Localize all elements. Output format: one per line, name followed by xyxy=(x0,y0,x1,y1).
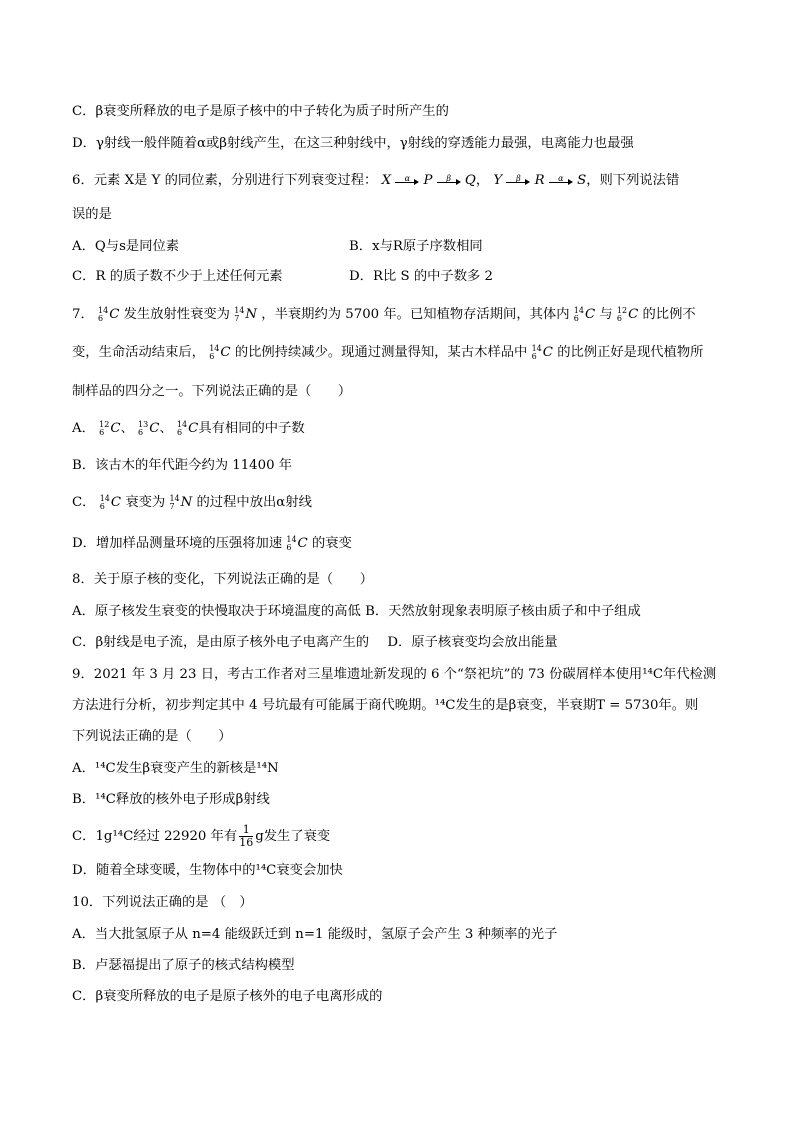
chain1-q: Q xyxy=(464,173,476,188)
q9-line2: 方法进行分析，初步判定其中 4 号坑最有可能属于商代晚期。¹⁴C发生的是β衰变，半衰期T = 5730年。则 xyxy=(72,698,699,713)
q7-option-d: D．增加样品测量环境的压强将加速 14 6 C 的衰变 xyxy=(72,534,352,552)
nuclide-c12: 12 6 xyxy=(616,305,628,323)
q6-stem-cont: 误的是 xyxy=(72,207,112,222)
q10-stem: 10．下列说法正确的是 （ ） xyxy=(72,895,253,910)
q8-option-d: D．原子核衰变均会放出能量 xyxy=(387,635,558,650)
chain1-p: P xyxy=(423,173,433,188)
q5-option-d: D．γ射线一般伴随着α或β射线产生，在这三种射线中，γ射线的穿透能力最强，电离能力也最强 xyxy=(72,136,634,151)
q7-option-b: B．该古木的年代距今约为 11400 年 xyxy=(72,458,293,473)
chain2-r: R xyxy=(534,173,545,188)
nuclide-c14: 14 6 xyxy=(98,305,109,323)
decay-arrow: α xyxy=(549,176,573,186)
q7-line3: 制样品的四分之一。下列说法正确的是（ ） xyxy=(72,384,352,399)
q6-option-c: C．R 的质子数不少于上述任何元素 xyxy=(72,269,283,284)
q10-option-b: B．卢瑟福提出了原子的核式结构模型 xyxy=(72,958,295,973)
decay-arrow: α xyxy=(395,176,419,186)
chain1-x: X xyxy=(381,173,392,188)
q8-stem: 8．关于原子核的变化，下列说法正确的是（ ） xyxy=(72,572,373,587)
q6-options-cd xyxy=(72,268,722,286)
q6-stem: 6．元素 X是 Y 的同位素，分别进行下列衰变过程： X α P β Q， Y β R α S，则下列说法错 xyxy=(72,173,680,188)
nuclide-c13: 13 6 xyxy=(138,419,149,437)
decay-arrow: β xyxy=(437,176,461,186)
nuclide-c14: 14 6 xyxy=(99,493,110,511)
chain2-y: Y xyxy=(493,173,503,188)
q7-line2: 变，生命活动结束后， 14 6 C 的比例持续减少。现通过测量得知，某古木样品中 14 6 C 的比例正好是现代植物所 xyxy=(72,343,704,361)
q10-option-a: A．当大批氢原子从 n=4 能级跃迁到 n=1 能级时，氢原子会产生 3 种频率的光子 xyxy=(72,927,558,942)
q7-line1: 7． 14 6 C 发生放射性衰变为 14 7 N ，半衰期约为 5700 年。已知植物存活期间，其体内 14 6 C 与 12 6 C 的比例不 xyxy=(72,305,696,323)
q9-line3: 下列说法正确的是（ ） xyxy=(72,729,232,744)
chain2-s: S xyxy=(577,173,587,188)
q8-options-ab: A．原子核发生衰变的快慢取决于环境温度的高低 B．天然放射现象表明原子核由质子和中子组成 xyxy=(72,604,641,619)
q9-option-a: A．¹⁴C发生β衰变产生的新核是¹⁴N xyxy=(72,761,279,776)
q5-option-c: C．β衰变所释放的电子是原子核中的中子转化为质子时所产生的 xyxy=(72,104,449,119)
q8-options-cd xyxy=(72,634,558,652)
q9-line1: 9．2021 年 3 月 23 日，考古工作者对三星堆遗址新发现的 6 个“祭祀坑”的 73 份碳屑样本使用¹⁴C年代检测 xyxy=(72,667,717,682)
q8-option-c: C．β射线是电子流，是由原子核外电子电离产生的 xyxy=(72,635,370,650)
q6-option-b: B．x与R原子序数相同 xyxy=(349,239,483,254)
q7-option-c: C． 14 6 C 衰变为 14 7 N 的过程中放出α射线 xyxy=(72,493,312,511)
q9-option-b: B．¹⁴C释放的核外电子形成β射线 xyxy=(72,792,270,807)
nuclide-c14: 14 6 xyxy=(176,419,188,437)
q6-option-a: A．Q与s是同位素 xyxy=(72,239,180,254)
nuclide-n14: 14 7 xyxy=(169,493,180,511)
q7-option-a: A． 12 6 C、 13 6 C、 14 6 C具有相同的中子数 xyxy=(72,419,305,437)
nuclide-c14: 14 6 xyxy=(286,534,297,552)
fraction: $\frac{1}{16}$ xyxy=(239,823,254,849)
nuclide-c12: 12 6 xyxy=(99,419,110,437)
decay-arrow: β xyxy=(506,176,530,186)
nuclide-c14: 14 6 xyxy=(209,343,220,361)
nuclide-c14: 14 6 xyxy=(573,305,584,323)
q9-option-d: D．随着全球变暖，生物体中的¹⁴C衰变会加快 xyxy=(72,863,343,878)
q6-options-ab xyxy=(72,238,722,256)
nuclide-c14: 14 6 xyxy=(531,343,542,361)
nuclide-n14: 14 7 xyxy=(234,305,245,323)
q9-option-c: C．1g¹⁴C经过 22920 年有 $\frac{1}{16}$ g发生了衰变 xyxy=(72,823,331,849)
q6-option-d: D．R比 S 的中子数多 2 xyxy=(349,269,493,284)
q10-option-c: C．β衰变所释放的电子是原子核外的电子电离形成的 xyxy=(72,989,383,1004)
